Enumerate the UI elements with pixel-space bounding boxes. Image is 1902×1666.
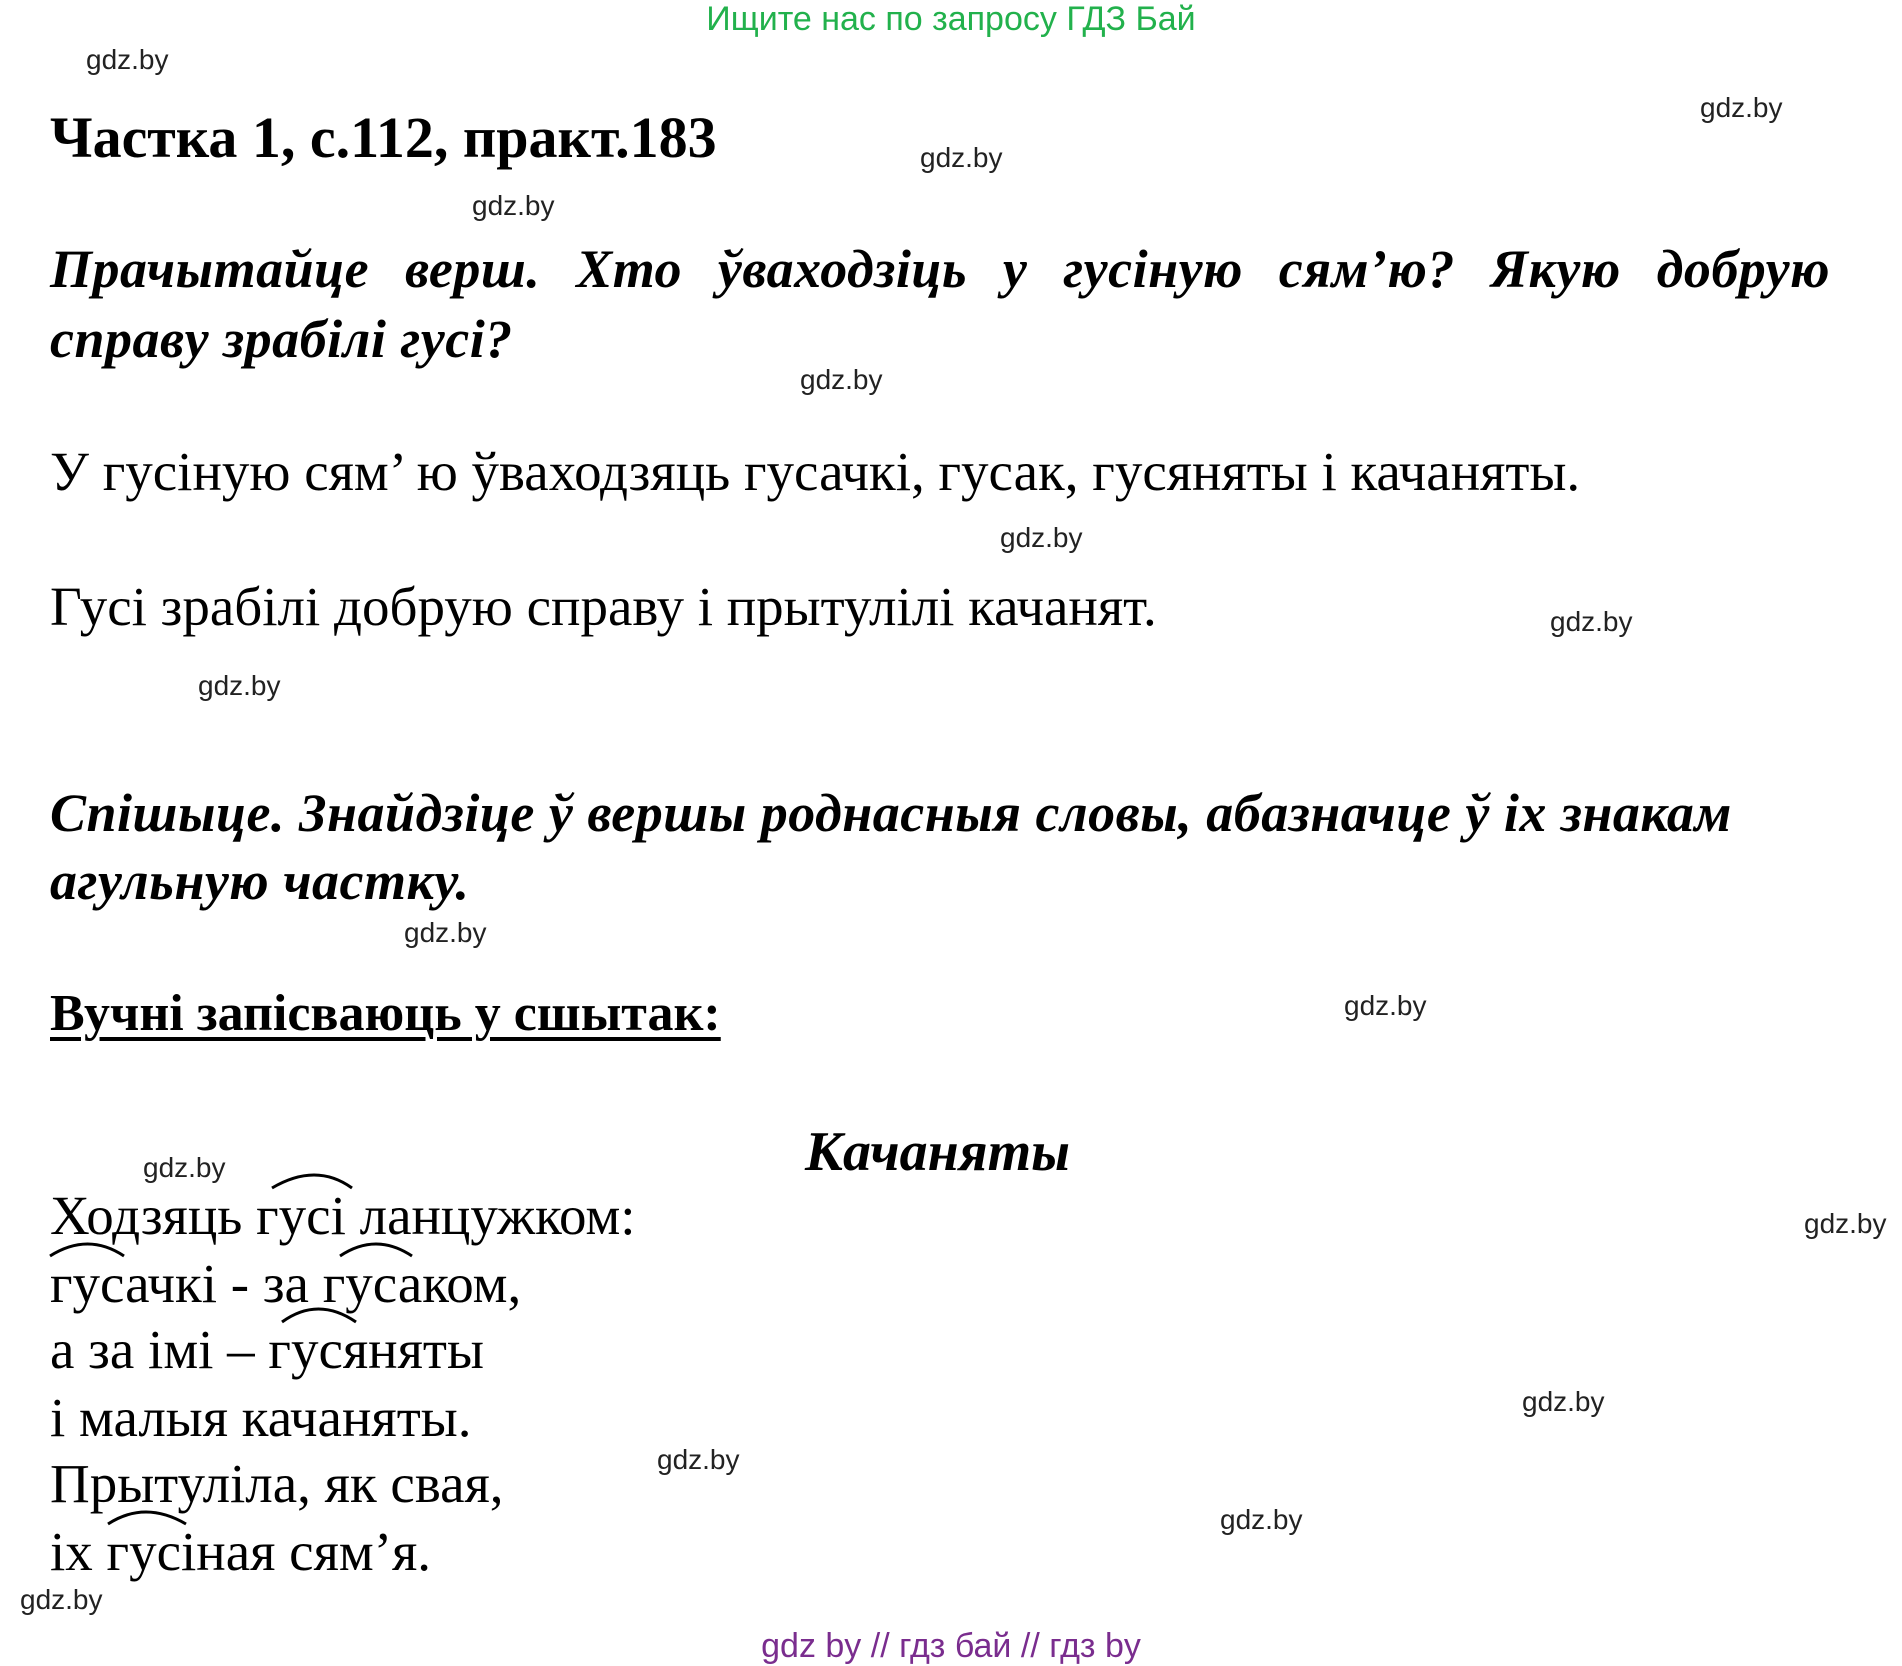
task-1-line-2: справу зрабілі гусі? xyxy=(50,309,513,369)
watermark: gdz.by xyxy=(143,1152,226,1183)
poem-line: гусачкі - за гусаком, xyxy=(50,1253,522,1314)
answer-1: У гусіную сям’ ю ўваходзяць гусачкі, гусак, гусяняты і качаняты. xyxy=(50,441,1581,502)
watermark: gdz.by xyxy=(1550,606,1633,637)
watermark: gdz.by xyxy=(404,917,487,948)
watermark: gdz.by xyxy=(1220,1504,1303,1535)
notebook-label: Вучні запісваюць у сшытак: xyxy=(50,985,721,1042)
watermark: gdz.by xyxy=(800,364,883,395)
watermark: gdz.by xyxy=(1700,92,1783,123)
watermark: gdz.by xyxy=(1804,1208,1887,1239)
task-2-line-1: Спішыце. Знайдзіце ў вершы роднасныя словы, абазначце ў іх знакам xyxy=(50,783,1732,843)
task-1-line-1: Прачытайце верш. Хто ўваходзіць у гусіную сям’ю? Якую добрую xyxy=(50,239,1830,299)
root-arc xyxy=(282,1309,356,1322)
search-banner: Ищите нас по запросу ГДЗ Бай xyxy=(706,0,1196,38)
watermark: gdz.by xyxy=(657,1444,740,1475)
watermark: gdz.by xyxy=(1344,990,1427,1021)
page-heading: Частка 1, с.112, практ.183 xyxy=(50,105,717,170)
poem-line: і малыя качаняты. xyxy=(50,1387,472,1448)
poem-line: іх гусіная сям’я. xyxy=(50,1521,432,1582)
watermark: gdz.by xyxy=(1522,1386,1605,1417)
watermark: gdz.by xyxy=(1000,522,1083,553)
watermark: gdz.by xyxy=(86,44,169,75)
watermark: gdz.by xyxy=(20,1584,103,1615)
root-arc xyxy=(50,1244,124,1256)
answer-2: Гусі зрабілі добрую справу і прытулілі качанят. xyxy=(50,576,1157,637)
root-arc xyxy=(272,1175,352,1188)
root-arc xyxy=(108,1512,186,1524)
root-arc xyxy=(340,1244,412,1256)
task-2-line-2: агульную частку. xyxy=(50,851,470,911)
poem-line: Прытуліла, як свая, xyxy=(50,1453,504,1514)
footer-links: gdz by // гдз бай // гдз by xyxy=(761,1627,1141,1665)
watermark: gdz.by xyxy=(198,670,281,701)
poem-line: а за імі – гусяняты xyxy=(50,1319,484,1380)
poem-line: Ходзяць гусі ланцужком: xyxy=(50,1185,636,1246)
watermark: gdz.by xyxy=(920,142,1003,173)
watermark: gdz.by xyxy=(472,190,555,221)
poem-title: Качаняты xyxy=(805,1121,1070,1183)
